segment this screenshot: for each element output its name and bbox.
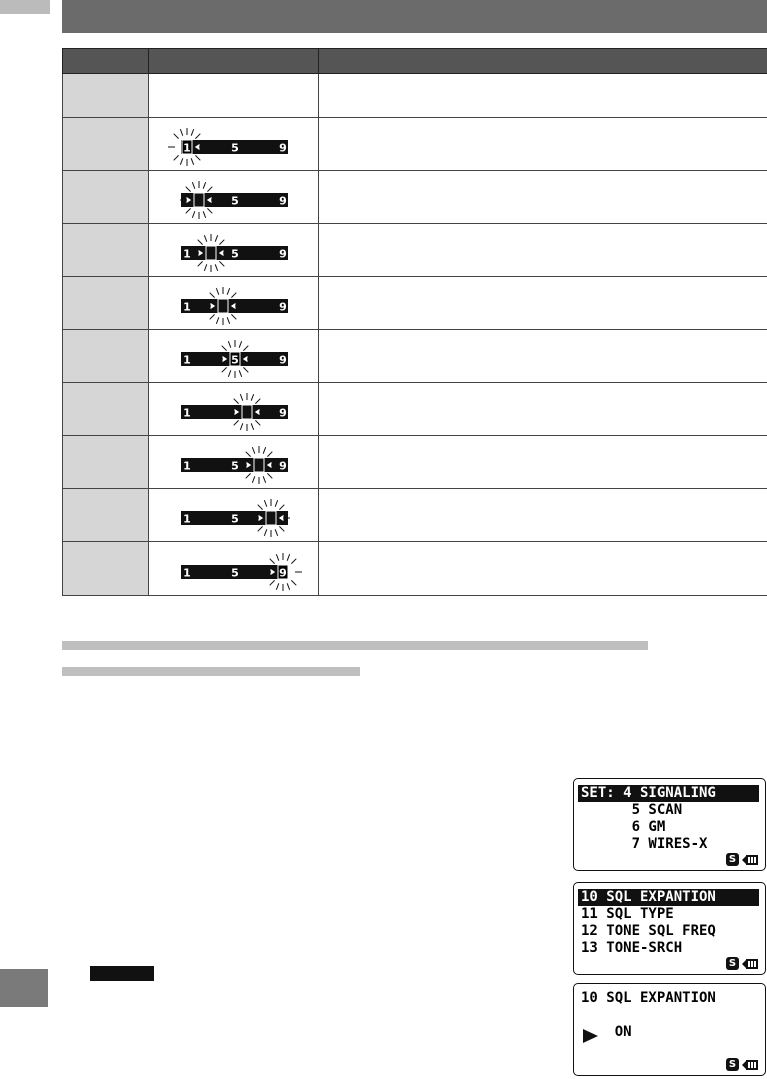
meter-label: 9: [279, 194, 287, 208]
meter-cell: [254, 140, 264, 154]
header-cell: [63, 49, 149, 74]
meter-label: 1: [183, 566, 191, 579]
flash-ray: [243, 346, 248, 351]
description-cell: [319, 171, 767, 224]
table-row: [63, 542, 767, 596]
meter-cell: [206, 565, 216, 579]
s-mode-icon: S: [726, 957, 739, 970]
meter-cell: [218, 458, 228, 472]
table-row: [63, 118, 767, 171]
lcd-line: SET: 4 SIGNALING: [578, 785, 759, 802]
note-badge: [90, 966, 154, 981]
flash-ray: [195, 134, 200, 139]
indicator-cell: [149, 171, 319, 224]
meter-label: 9: [279, 141, 287, 155]
meter-label: 1: [183, 459, 191, 473]
meter-label: 5: [231, 566, 239, 579]
meter-cell: [206, 246, 216, 260]
flash-ray: [264, 500, 266, 507]
meter-cell: [242, 511, 252, 525]
lcd-line: ON: [581, 1024, 632, 1040]
indicator-cell: [149, 277, 319, 330]
flash-ray: [207, 187, 212, 192]
flash-ray: [258, 505, 263, 510]
meter-cell: [206, 352, 216, 366]
meter-cell: [254, 458, 264, 472]
lcd-line: 13 TONE-SRCH: [581, 940, 683, 956]
flash-ray: [263, 476, 265, 483]
meter-label: 1: [183, 300, 191, 314]
flash-ray: [210, 314, 215, 319]
flash-ray: [276, 554, 278, 561]
header-cell: [319, 49, 767, 74]
meter-cell: [194, 193, 204, 207]
signal-meter: [149, 277, 319, 329]
section-header-bar: [62, 0, 767, 33]
indicator-cell: [149, 74, 319, 118]
meter-cell: [194, 405, 204, 419]
description-cell: [319, 224, 767, 277]
lcd-line: 6 GM: [581, 819, 666, 835]
meter-label: 5: [231, 194, 239, 208]
description-cell: [319, 383, 767, 436]
flash-ray: [240, 394, 242, 401]
flash-ray: [203, 182, 205, 189]
meter-cell: [218, 511, 228, 525]
flash-ray: [216, 317, 218, 324]
meter-cell: [206, 405, 216, 419]
flash-ray: [198, 261, 203, 266]
meter-label: 5: [231, 353, 239, 367]
lcd-line: 7 WIRES-X: [581, 836, 708, 852]
flash-ray: [174, 134, 179, 139]
lcd-line: 10 SQL EXPANTION: [578, 889, 759, 906]
flash-ray: [239, 370, 241, 377]
signal-meter: [149, 171, 319, 223]
signal-meter: [149, 118, 319, 170]
indicator-cell: [149, 489, 319, 542]
flash-ray: [291, 558, 296, 563]
lcd-line: [578, 1041, 759, 1058]
level-cell: [63, 436, 149, 489]
table-row: [63, 277, 767, 330]
status-area: [726, 957, 759, 970]
indicator-cell: [149, 224, 319, 277]
meter-label: 9: [279, 247, 287, 261]
meter-cell: [218, 565, 228, 579]
flash-ray: [195, 155, 200, 160]
subheading-bar: [62, 667, 360, 676]
flash-ray: [246, 452, 251, 457]
flash-ray: [219, 261, 224, 266]
lcd-screen-set-menu: [573, 778, 766, 871]
flash-ray: [275, 529, 277, 536]
flash-ray: [270, 580, 275, 585]
flash-ray: [279, 526, 284, 531]
table-row: [63, 171, 767, 224]
flash-ray: [174, 155, 179, 160]
meter-cell: [254, 565, 264, 579]
indicator-cell: [149, 542, 319, 596]
signal-meter: [149, 436, 319, 488]
lcd-screen-sql-expantion: [573, 983, 766, 1076]
flash-ray: [227, 317, 229, 324]
meter-cell: [242, 140, 252, 154]
meter-cell: [254, 193, 264, 207]
flash-ray: [275, 500, 277, 507]
indicator-cell: [149, 436, 319, 489]
flash-ray: [267, 473, 272, 478]
meter-label: 1: [183, 141, 191, 155]
flash-ray: [204, 235, 206, 242]
side-tab: [0, 969, 48, 1007]
flash-ray: [263, 447, 265, 454]
level-cell: [63, 330, 149, 383]
meter-cell: [242, 405, 252, 419]
lcd-line: 5 SCAN: [581, 802, 683, 818]
status-area: [726, 1058, 759, 1071]
meter-cell: [254, 246, 264, 260]
flash-ray: [276, 583, 278, 590]
flash-ray: [227, 288, 229, 295]
flash-ray: [192, 182, 194, 189]
meter-label: 9: [279, 566, 287, 579]
flash-ray: [252, 476, 254, 483]
level-cell: [63, 74, 149, 118]
table-header-row: [63, 49, 767, 74]
flash-ray: [191, 129, 193, 136]
flash-ray: [210, 293, 215, 298]
description-cell: [319, 74, 767, 118]
meter-cell: [206, 140, 216, 154]
lcd-line: 12 TONE SQL FREQ: [581, 923, 716, 939]
meter-label: 9: [279, 406, 287, 420]
meter-label: 1: [183, 247, 191, 261]
meter-label: 9: [279, 459, 287, 473]
flash-ray: [255, 420, 260, 425]
meter-label: 5: [231, 512, 239, 526]
flash-ray: [252, 447, 254, 454]
flash-ray: [228, 341, 230, 348]
s-mode-icon: S: [726, 1058, 739, 1071]
flash-ray: [216, 288, 218, 295]
flash-ray: [251, 423, 253, 430]
meter-cell: [218, 140, 228, 154]
table-row: [63, 74, 767, 118]
flash-ray: [191, 158, 193, 165]
indicator-cell: [149, 330, 319, 383]
meter-label: 5: [231, 459, 239, 473]
flash-ray: [270, 558, 275, 563]
description-cell: [319, 330, 767, 383]
meter-cell: [242, 193, 252, 207]
meter-label: 1: [183, 406, 191, 420]
flash-ray: [279, 505, 284, 510]
table-row: [63, 224, 767, 277]
flash-ray: [234, 399, 239, 404]
selector-arrow-icon: [583, 1029, 598, 1043]
level-cell: [63, 224, 149, 277]
flash-ray: [186, 208, 191, 213]
header-cell: [149, 49, 319, 74]
meter-cell: [266, 140, 276, 154]
meter-label: 1: [183, 353, 191, 367]
flash-ray: [287, 554, 289, 561]
indicator-cell: [149, 383, 319, 436]
flash-ray: [215, 235, 217, 242]
table-row: [63, 489, 767, 542]
signal-meter: [149, 383, 319, 435]
meter-cell: [266, 193, 276, 207]
flash-ray: [267, 452, 272, 457]
meter-cell: [194, 352, 204, 366]
battery-icon: [741, 854, 759, 866]
s-mode-icon: S: [726, 853, 739, 866]
meter-table: [62, 48, 767, 596]
level-cell: [63, 489, 149, 542]
meter-cell: [266, 511, 276, 525]
flash-ray: [240, 423, 242, 430]
meter-label: 1: [183, 512, 191, 526]
flash-ray: [204, 264, 206, 271]
flash-ray: [228, 370, 230, 377]
meter-cell: [194, 565, 204, 579]
flash-ray: [251, 394, 253, 401]
meter-label: 9: [279, 300, 287, 314]
flash-ray: [222, 367, 227, 372]
meter-cell: [194, 299, 204, 313]
flash-ray: [219, 240, 224, 245]
flash-ray: [243, 367, 248, 372]
flash-ray: [231, 314, 236, 319]
flash-ray: [291, 580, 296, 585]
flash-ray: [246, 473, 251, 478]
battery-icon: [741, 958, 759, 970]
signal-meter: [149, 224, 319, 276]
meter-cell: [254, 299, 264, 313]
flash-ray: [180, 158, 182, 165]
meter-cell: [242, 565, 252, 579]
flash-ray: [198, 240, 203, 245]
meter-cell: [254, 352, 264, 366]
signal-meter: [149, 330, 319, 382]
heading-bar: [62, 641, 648, 650]
meter-cell: [218, 299, 228, 313]
flash-ray: [192, 211, 194, 218]
description-cell: [319, 277, 767, 330]
flash-ray: [239, 341, 241, 348]
flash-ray: [258, 526, 263, 531]
description-cell: [319, 489, 767, 542]
meter-label: 5: [231, 141, 239, 155]
flash-ray: [215, 264, 217, 271]
description-cell: [319, 542, 767, 596]
signal-meter: [149, 543, 319, 595]
meter-cell: [266, 246, 276, 260]
meter-label: 9: [279, 353, 287, 367]
meter-cell: [194, 458, 204, 472]
meter-cell: [194, 511, 204, 525]
flash-ray: [234, 420, 239, 425]
meter-cell: [206, 511, 216, 525]
flash-ray: [186, 187, 191, 192]
table-row: [63, 383, 767, 436]
level-cell: [63, 118, 149, 171]
lcd-screen-signaling-menu: [573, 882, 766, 975]
level-cell: [63, 383, 149, 436]
lcd-line: 10 SQL EXPANTION: [581, 990, 716, 1006]
flash-ray: [231, 293, 236, 298]
flash-ray: [207, 208, 212, 213]
flash-ray: [222, 346, 227, 351]
meter-cell: [242, 299, 252, 313]
signal-meter: [149, 489, 319, 541]
meter-cell: [206, 458, 216, 472]
status-area: [726, 853, 759, 866]
meter-cell: [266, 352, 276, 366]
level-cell: [63, 277, 149, 330]
meter-cell: [266, 299, 276, 313]
table-row: [63, 330, 767, 383]
meter-label: 5: [231, 247, 239, 261]
lcd-line: [578, 1007, 759, 1024]
flash-ray: [180, 129, 182, 136]
description-cell: [319, 436, 767, 489]
level-cell: [63, 171, 149, 224]
table-row: [63, 436, 767, 489]
lcd-line: 11 SQL TYPE: [581, 906, 674, 922]
level-cell: [63, 542, 149, 596]
meter-cell: [218, 405, 228, 419]
flash-ray: [255, 399, 260, 404]
flash-ray: [287, 583, 289, 590]
meter-cell: [218, 193, 228, 207]
battery-icon: [741, 1059, 759, 1071]
meter-cell: [266, 405, 276, 419]
flash-ray: [203, 211, 205, 218]
description-cell: [319, 118, 767, 171]
indicator-cell: [149, 118, 319, 171]
flash-ray: [264, 529, 266, 536]
meter-cell: [242, 246, 252, 260]
side-tab-top: [0, 0, 50, 14]
